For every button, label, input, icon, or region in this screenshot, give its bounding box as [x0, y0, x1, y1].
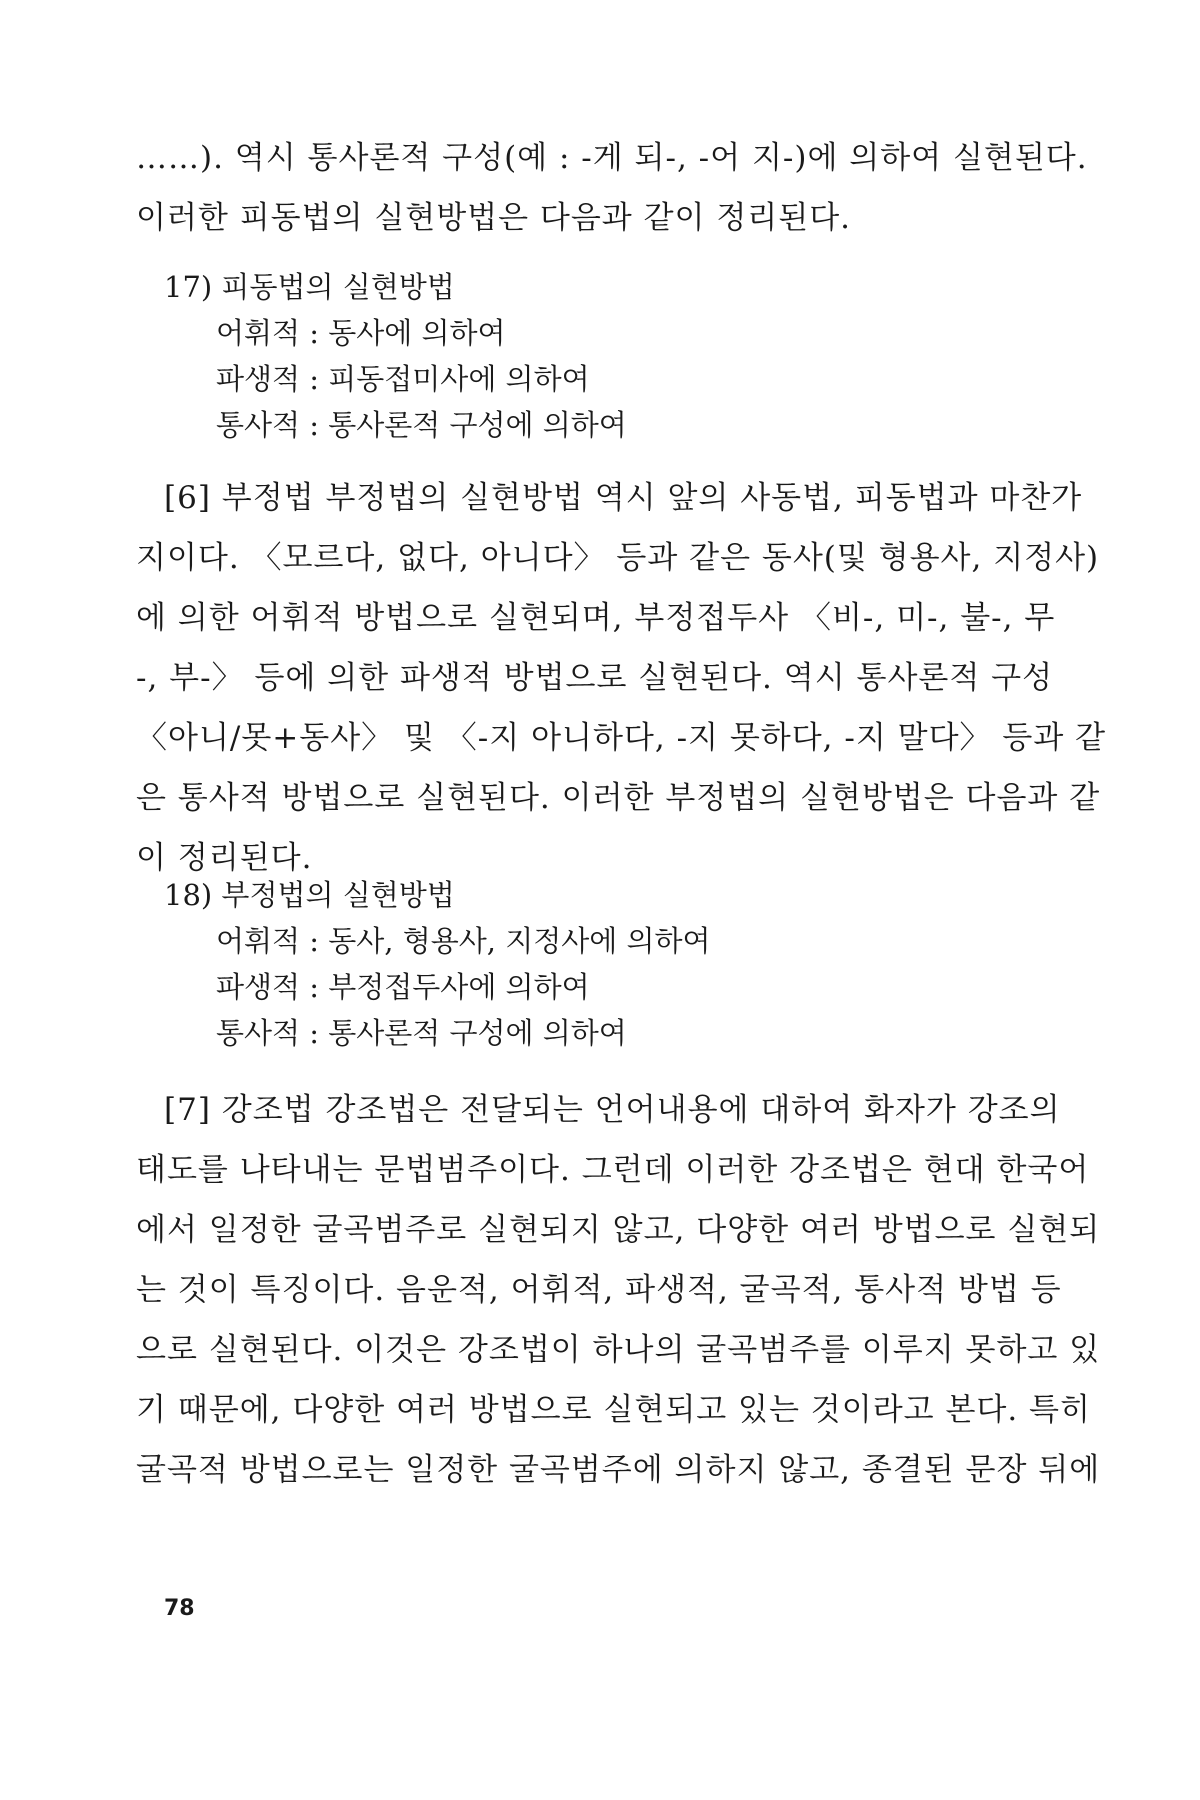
list-item: 파생적 : 피동접미사에 의하여	[216, 362, 590, 396]
text-line: 기 때문에, 다양한 여러 방법으로 실현되고 있는 것이라고 본다. 특히	[136, 1392, 1091, 1428]
text-line: 는 것이 특징이다. 음운적, 어휘적, 파생적, 굴곡적, 통사적 방법 등	[136, 1272, 1062, 1308]
text-line: 이러한 피동법의 실현방법은 다음과 같이 정리된다.	[136, 200, 851, 236]
text-line: 지이다. 〈모르다, 없다, 아니다〉 등과 같은 동사(및 형용사, 지정사)	[136, 540, 1100, 576]
paragraph-negation	[136, 468, 1107, 888]
list-passive-methods	[164, 264, 627, 448]
page-number: 78	[164, 1596, 195, 1621]
list-item: 어휘적 : 동사, 형용사, 지정사에 의하여	[216, 924, 711, 958]
list-item: 통사적 : 통사론적 구성에 의하여	[216, 408, 627, 442]
text-line: -, 부-〉 등에 의한 파생적 방법으로 실현된다. 역시 통사론적 구성	[136, 660, 1054, 696]
text-line: 에 의한 어휘적 방법으로 실현되며, 부정접두사 〈비-, 미-, 불-, 무	[136, 600, 1056, 636]
list-title: 18) 부정법의 실현방법	[164, 878, 455, 912]
text-line: 태도를 나타내는 문법범주이다. 그런데 이러한 강조법은 현대 한국어	[136, 1152, 1090, 1188]
text-line: 이 정리된다.	[136, 840, 313, 876]
list-title: 17) 피동법의 실현방법	[164, 270, 455, 304]
text-line: 은 통사적 방법으로 실현된다. 이러한 부정법의 실현방법은 다음과 같	[136, 780, 1101, 816]
text-line: 〈아니/못+동사〉 및 〈-지 아니하다, -지 못하다, -지 말다〉 등과 같	[136, 720, 1107, 756]
paragraph-passive-intro	[136, 128, 1088, 248]
text-line: [6] 부정법 부정법의 실현방법 역시 앞의 사동법, 피동법과 마찬가	[164, 480, 1083, 516]
text-line: 에서 일정한 굴곡범주로 실현되지 않고, 다양한 여러 방법으로 실현되	[136, 1212, 1101, 1248]
text-line: ……). 역시 통사론적 구성(예 : -게 되-, -어 지-)에 의하여 실현된다.	[136, 140, 1088, 176]
list-negation-methods	[164, 872, 711, 1056]
list-item: 파생적 : 부정접두사에 의하여	[216, 970, 590, 1004]
list-item: 어휘적 : 동사에 의하여	[216, 316, 506, 350]
text-line: [7] 강조법 강조법은 전달되는 언어내용에 대하여 화자가 강조의	[164, 1092, 1061, 1128]
list-item: 통사적 : 통사론적 구성에 의하여	[216, 1016, 627, 1050]
paragraph-emphasis	[136, 1080, 1101, 1500]
text-line: 으로 실현된다. 이것은 강조법이 하나의 굴곡범주를 이루지 못하고 있	[136, 1332, 1101, 1368]
text-line: 굴곡적 방법으로는 일정한 굴곡범주에 의하지 않고, 종결된 문장 뒤에	[136, 1452, 1101, 1488]
